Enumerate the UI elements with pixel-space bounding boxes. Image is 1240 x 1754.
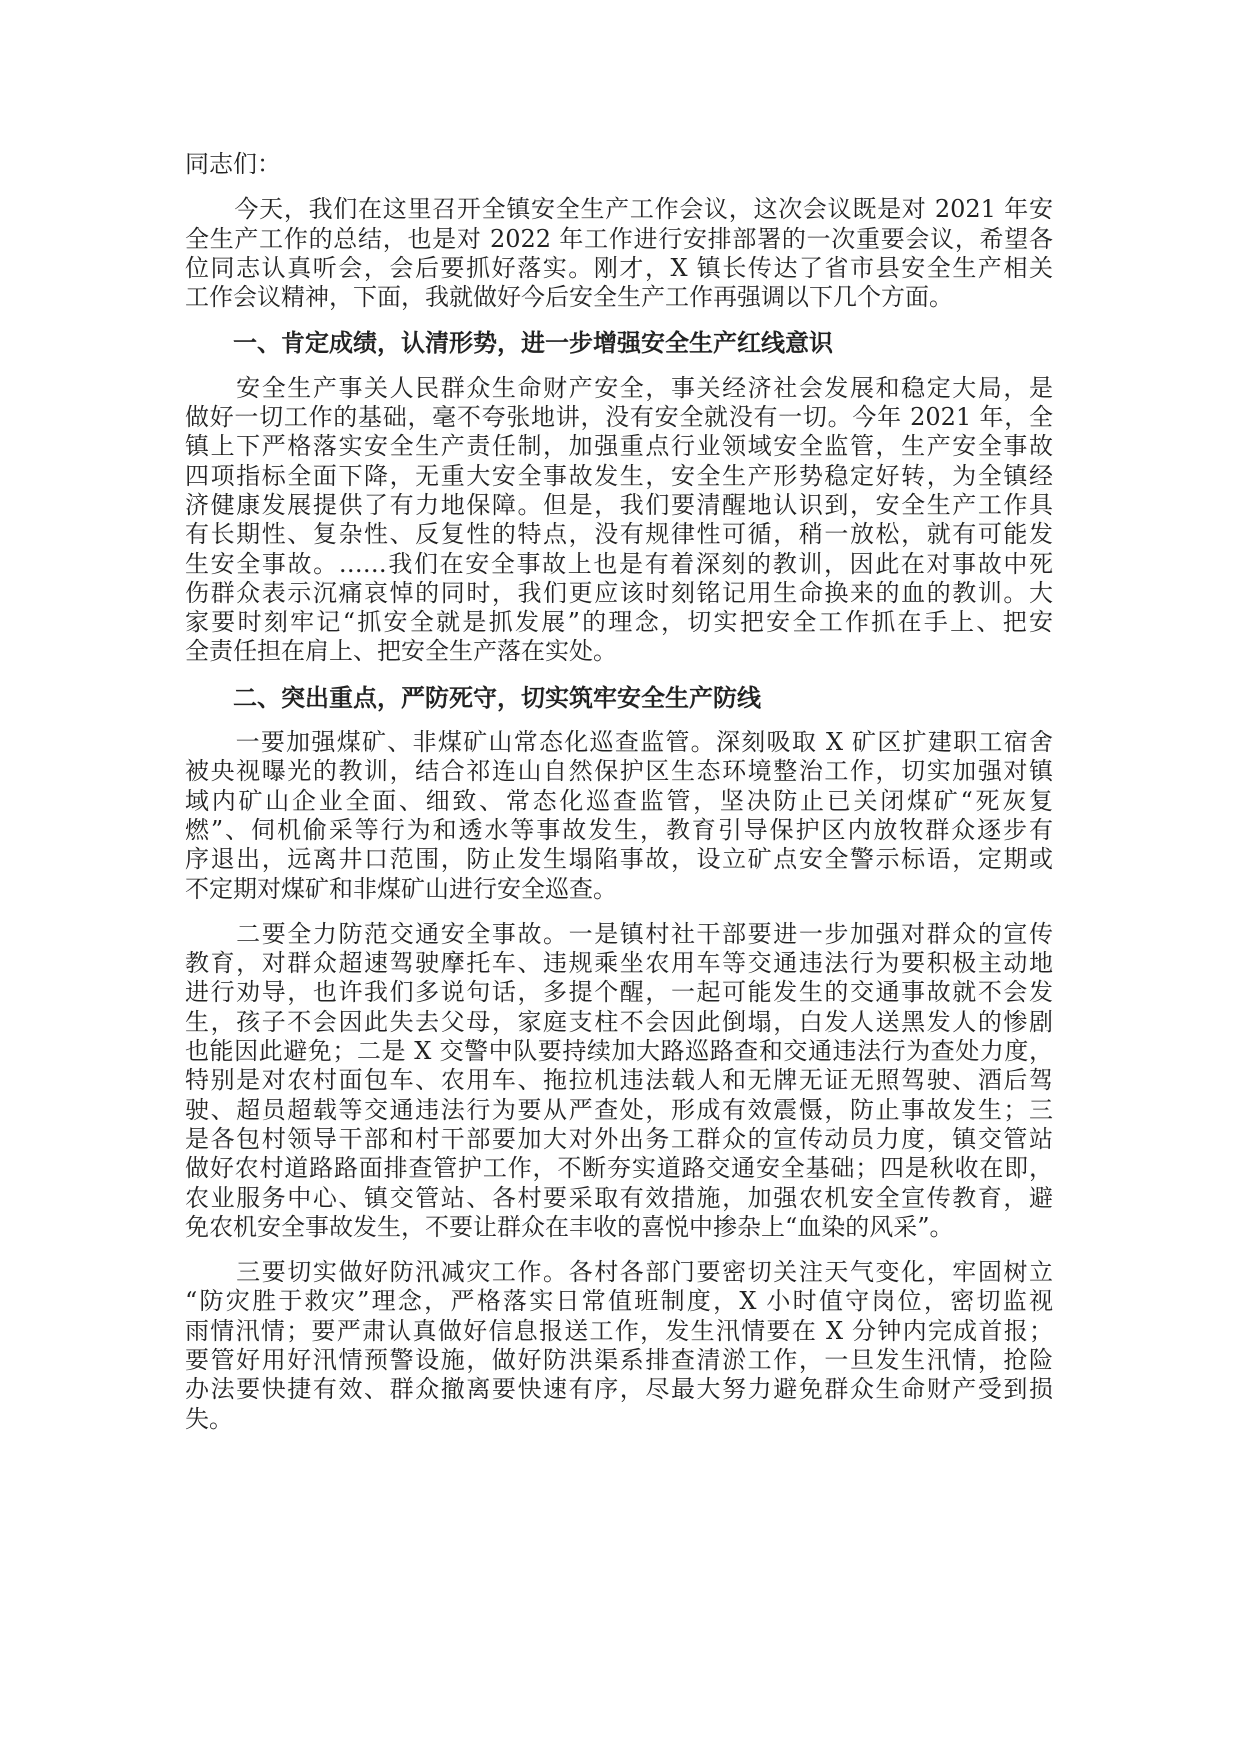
text-line: 免农机安全事故发生，不要让群众在丰收的喜悦中掺杂上“血染的风采”。 [185, 1212, 954, 1241]
text-line: 要管好用好汛情预警设施，做好防洪渠系排查清淤工作，一旦发生汛情，抢险 [185, 1345, 1053, 1374]
text-line: 农业服务中心、镇交管站、各村要采取有效措施，加强农机安全宣传教育，避 [185, 1183, 1053, 1212]
text-line: 全责任担在肩上、把安全生产落在实处。 [185, 637, 617, 666]
text-line: 全生产工作的总结，也是对 2022 年工作进行安排部署的一次重要会议，希望各 [185, 224, 1053, 253]
text-line: 教育，对群众超速驾驶摩托车、违规乘坐农用车等交通违法行为要积极主动地 [185, 949, 1053, 978]
text-line: 燃”、伺机偷采等行为和透水等事故发生，教育引导保护区内放牧群众逐步有 [185, 815, 1053, 844]
text-line: 雨情汛情；要严肃认真做好信息报送工作，发生汛情要在 X 分钟内完成首报； [185, 1316, 1053, 1345]
section-heading: 二、突出重点，严防死守，切实筑牢安全生产防线 [233, 682, 761, 712]
paragraph [185, 728, 1053, 904]
text-line: 三要切实做好防汛减灾工作。各村各部门要密切关注天气变化，牢固树立 [185, 1258, 1053, 1287]
text-line: 四项指标全面下降，无重大安全事故发生，安全生产形势稳定好转，为全镇经 [185, 461, 1053, 490]
text-line: 生安全事故。……我们在安全事故上也是有着深刻的教训，因此在对事故中死 [185, 549, 1053, 578]
text-line: 驶、超员超载等交通违法行为要从严查处，形成有效震慑，防止事故发生；三 [185, 1095, 1053, 1124]
paragraph [185, 374, 1053, 667]
text-line: 做好农村道路路面排查管护工作，不断夯实道路交通安全基础；四是秋收在即， [185, 1154, 1053, 1183]
text-line: 安全生产事关人民群众生命财产安全，事关经济社会发展和稳定大局，是 [185, 373, 1053, 402]
text-line: 伤群众表示沉痛哀悼的同时，我们更应该时刻铭记用生命换来的血的教训。大 [185, 578, 1053, 607]
text-line: 不定期对煤矿和非煤矿山进行安全巡查。 [185, 874, 617, 903]
text-line: 办法要快捷有效、群众撤离要快速有序，尽最大努力避免群众生命财产受到损 [185, 1375, 1053, 1404]
text-line: 家要时刻牢记“抓安全就是抓发展”的理念，切实把安全工作抓在手上、把安 [185, 608, 1053, 637]
salutation: 同志们： [185, 150, 281, 178]
text-line: 是各包村领导干部和村干部要加大对外出务工群众的宣传动员力度，镇交管站 [185, 1124, 1053, 1153]
text-line: 进行劝导，也许我们多说句话，多提个醒，一起可能发生的交通事故就不会发 [185, 978, 1053, 1007]
text-line: 被央视曝光的教训，结合祁连山自然保护区生态环境整治工作，切实加强对镇 [185, 757, 1053, 786]
text-line: 位同志认真听会，会后要抓好落实。刚才，X 镇长传达了省市县安全生产相关 [185, 253, 1053, 282]
text-line: 做好一切工作的基础，毫不夸张地讲，没有安全就没有一切。今年 2021 年，全 [185, 403, 1053, 432]
paragraph [185, 920, 1053, 1242]
text-line: 二要全力防范交通安全事故。一是镇村社干部要进一步加强对群众的宣传 [185, 919, 1053, 948]
document-body [185, 195, 1053, 1434]
text-line: 特别是对农村面包车、农用车、拖拉机违法载人和无牌无证无照驾驶、酒后驾 [185, 1066, 1053, 1095]
document-page [185, 150, 1053, 1434]
paragraph [185, 195, 1053, 312]
text-line: 济健康发展提供了有力地保障。但是，我们要清醒地认识到，安全生产工作具 [185, 490, 1053, 519]
section-heading: 一、肯定成绩，认清形势，进一步增强安全生产红线意识 [233, 328, 833, 358]
text-line: 一要加强煤矿、非煤矿山常态化巡查监管。深刻吸取 X 矿区扩建职工宿舍 [185, 728, 1053, 757]
text-line: 有长期性、复杂性、反复性的特点，没有规律性可循，稍一放松，就有可能发 [185, 520, 1053, 549]
text-line: 也能因此避免；二是 X 交警中队要持续加大路巡路查和交通违法行为查处力度， [185, 1037, 1053, 1066]
text-line: 失。 [185, 1404, 233, 1433]
text-line: 镇上下严格落实安全生产责任制，加强重点行业领域安全监管，生产安全事故 [185, 432, 1053, 461]
text-line: 序退出，远离井口范围，防止发生塌陷事故，设立矿点安全警示标语，定期或 [185, 845, 1053, 874]
text-line: 生，孩子不会因此失去父母，家庭支柱不会因此倒塌，白发人送黑发人的惨剧 [185, 1007, 1053, 1036]
text-line: 今天，我们在这里召开全镇安全生产工作会议，这次会议既是对 2021 年安 [185, 195, 1053, 224]
text-line: “防灾胜于救灾”理念，严格落实日常值班制度，X 小时值守岗位，密切监视 [185, 1287, 1053, 1316]
paragraph [185, 1258, 1053, 1434]
text-line: 域内矿山企业全面、细致、常态化巡查监管，坚决防止已关闭煤矿“死灰复 [185, 786, 1053, 815]
text-line: 工作会议精神，下面，我就做好今后安全生产工作再强调以下几个方面。 [185, 283, 953, 312]
